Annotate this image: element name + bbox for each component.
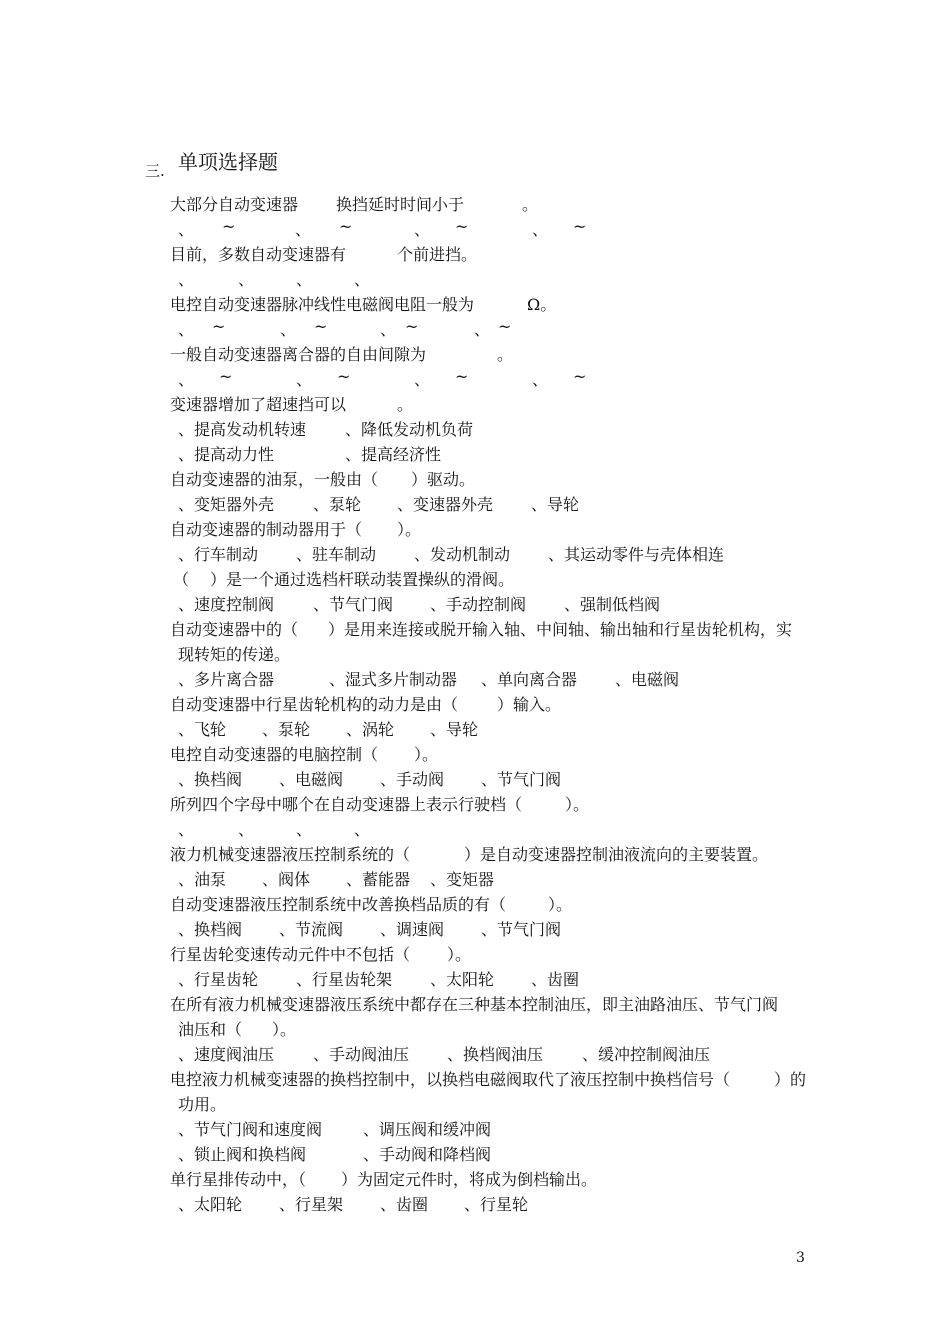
question-17-stem: 电控液力机械变速器的换档控制中，以换档电磁阀取代了液压控制中换档信号（ ）的: [170, 1070, 807, 1089]
question-12-stem: 所列四个字母中哪个在自动变速器上表示行驶档（ ）。: [170, 795, 590, 814]
question-14-options: 、换档阀 、节流阀 、调速阀 、节气门阀: [178, 920, 562, 939]
question-5-stem: 变速器增加了超速挡可以 。: [170, 395, 414, 414]
question-17-options-row-2: 、锁止阀和换档阀 、手动阀和降档阀: [178, 1145, 492, 1164]
question-7-options: 、行车制动 、驻车制动 、发动机制动 、其运动零件与壳体相连: [178, 545, 725, 564]
question-1-options: 、 ~ 、 ~ 、 ~ 、 ~: [178, 217, 587, 239]
question-17-stem-continued: 功用。: [178, 1095, 227, 1114]
question-4-stem: 一般自动变速器离合器的自由间隙为 。: [170, 345, 514, 364]
question-8-options: 、速度控制阀 、节气门阀 、手动控制阀 、强制低档阀: [178, 595, 661, 614]
question-18-stem: 单行星排传动中，（ ）为固定元件时，将成为倒档输出。: [170, 1170, 598, 1189]
question-9-options: 、多片离合器 、湿式多片制动器 、单向离合器 、电磁阀: [178, 670, 680, 689]
section-heading: [0, 146, 950, 178]
question-9-stem-continued: 现转矩的传递。: [178, 645, 291, 664]
question-2-stem: 目前，多数自动变速器有 个前进挡。: [170, 245, 478, 264]
question-8-stem: （ ）是一个通过选档杆联动装置操纵的滑阀。: [173, 570, 515, 589]
question-15-options: 、行星齿轮 、行星齿轮架 、太阳轮 、齿圈: [178, 970, 580, 989]
question-17-options-row-1: 、节气门阀和速度阀 、调压阀和缓冲阀: [178, 1120, 492, 1139]
question-2-options: 、 、 、 、: [178, 270, 371, 289]
question-5-options-row-1: 、提高发动机转速 、降低发动机负荷: [178, 420, 474, 439]
question-13-stem: 液力机械变速器液压控制系统的（ ）是自动变速器控制油液流向的主要装置。: [170, 845, 769, 864]
page-number: 3: [796, 1250, 805, 1266]
question-16-stem-continued: 油压和（ ）。: [178, 1020, 297, 1039]
section-number: 三.: [145, 162, 165, 180]
question-10-options: 、飞轮 、泵轮 、涡轮 、导轮: [178, 720, 479, 739]
question-7-stem: 自动变速器的制动器用于（ ）。: [170, 520, 422, 539]
question-18-options: 、太阳轮 、行星架 、齿圈 、行星轮: [178, 1195, 529, 1214]
question-6-stem: 自动变速器的油泵，一般由（ ）驱动。: [170, 470, 476, 489]
question-14-stem: 自动变速器液压控制系统中改善换档品质的有（ ）。: [170, 895, 573, 914]
question-4-options: 、 ~ 、 ~ 、 ~ 、 ~: [178, 367, 587, 389]
question-10-stem: 自动变速器中行星齿轮机构的动力是由（ ）输入。: [170, 695, 562, 714]
question-1-stem: 大部分自动变速器 换挡延时时间小于 。: [170, 195, 539, 214]
section-title: 单项选择题: [178, 150, 278, 174]
question-11-stem: 电控自动变速器的电脑控制（ ）。: [170, 745, 439, 764]
question-3-stem: 电控自动变速器脉冲线性电磁阀电阻一般为 Ω。: [170, 295, 557, 314]
question-16-stem: 在所有液力机械变速器液压系统中都存在三种基本控制油压，即主油路油压、节气门阀: [170, 995, 779, 1014]
question-3-options: 、 ~ 、 ~ 、 ~ 、 ~: [178, 317, 512, 339]
question-6-options: 、变矩器外壳 、泵轮 、变速器外壳 、导轮: [178, 495, 580, 514]
question-12-options: 、 、 、 、: [178, 820, 371, 839]
question-5-options-row-2: 、提高动力性 、提高经济性: [178, 445, 442, 464]
question-15-stem: 行星齿轮变速传动元件中不包括（ ）。: [170, 945, 472, 964]
question-16-options: 、速度阀油压 、手动阀油压 、换档阀油压 、缓冲控制阀油压: [178, 1045, 711, 1064]
question-9-stem: 自动变速器中的（ ）是用来连接或脱开输入轴、中间轴、输出轴和行星齿轮机构，实: [170, 620, 793, 639]
question-11-options: 、换档阀 、电磁阀 、手动阀 、节气门阀: [178, 770, 562, 789]
question-13-options: 、油泵 、阀体 、蓄能器 、变矩器: [178, 870, 495, 889]
